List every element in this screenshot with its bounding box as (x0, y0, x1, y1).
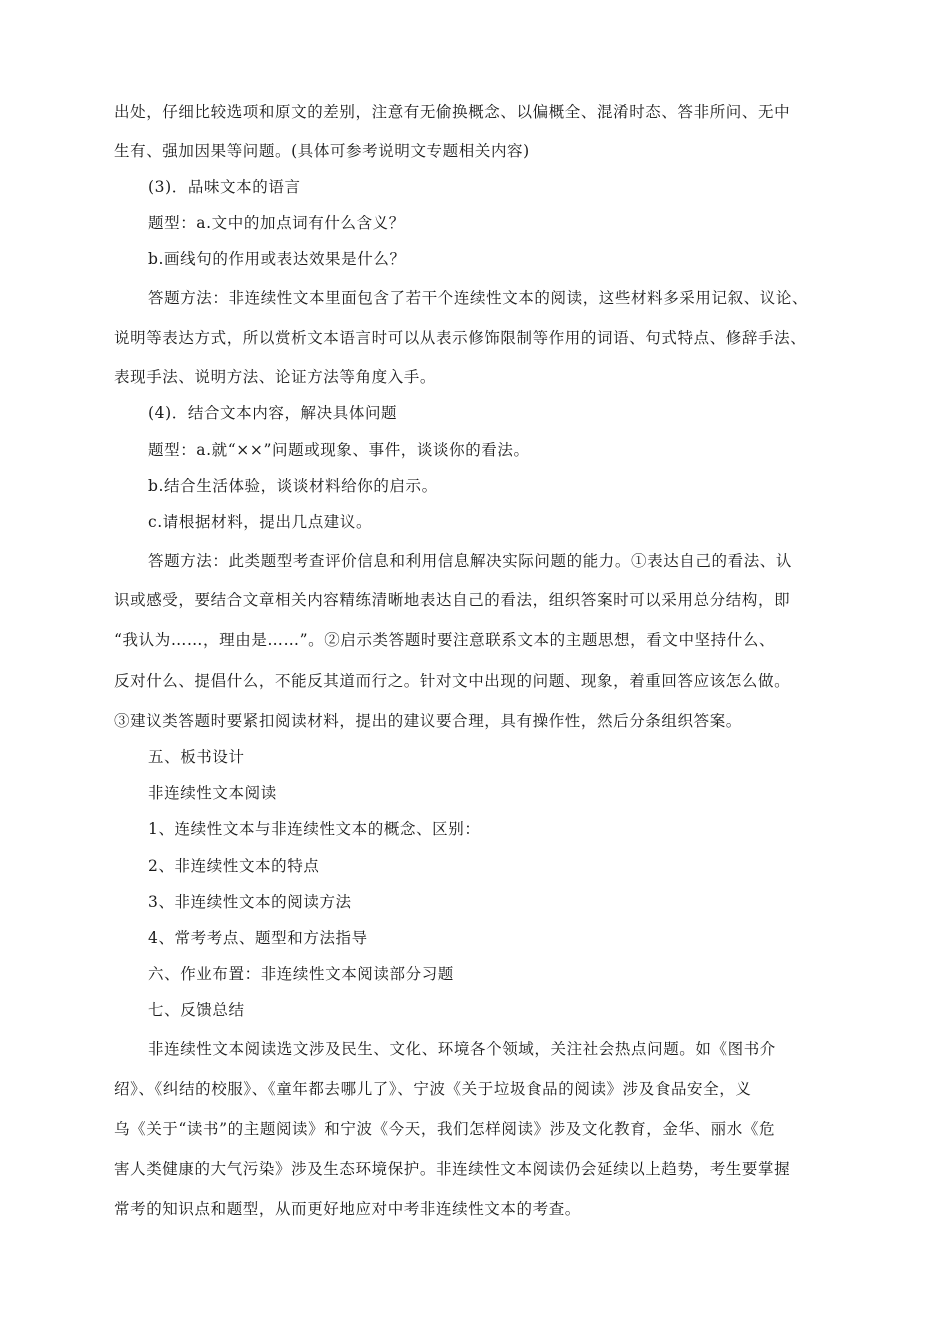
text-line: 害人类健康的大气污染》涉及生态环境保护。非连续性文本阅读仍会延续以上趋势，考生要掌握 (114, 1160, 791, 1178)
text-line: 3、非连续性文本的阅读方法 (148, 893, 352, 911)
text-line: 五、板书设计 (148, 748, 245, 766)
text-line: 答题方法：非连续性文本里面包含了若干个连续性文本的阅读，这些材料多采用记叙、议论、 (148, 289, 809, 307)
text-line: 生有、强加因果等问题。(具体可参考说明文专题相关内容) (114, 142, 530, 160)
text-line: 答题方法：此类题型考查评价信息和利用信息解决实际问题的能力。①表达自己的看法、认 (148, 552, 793, 570)
text-line: 反对什么、提倡什么，不能反其道而行之。针对文中出现的问题、现象，着重回答应该怎么做。 (114, 672, 791, 690)
text-line: 七、反馈总结 (148, 1001, 245, 1019)
text-line: b.结合生活体验，谈谈材料给你的启示。 (148, 477, 438, 495)
text-line: 六、作业布置：非连续性文本阅读部分习题 (148, 965, 454, 983)
text-line: 表现手法、说明方法、论证方法等角度入手。 (114, 368, 437, 386)
text-line: 4、常考考点、题型和方法指导 (148, 929, 368, 947)
text-line: (3)．品味文本的语言 (148, 178, 301, 196)
text-line: “我认为……，理由是……”。②启示类答题时要注意联系文本的主题思想，看文中坚持什么、 (114, 631, 776, 649)
text-line: 1、连续性文本与非连续性文本的概念、区别： (148, 820, 481, 838)
text-line: 非连续性文本阅读 (148, 784, 277, 802)
text-line: 识或感受，要结合文章相关内容精练清晰地表达自己的看法，组织答案时可以采用总分结构，即 (114, 591, 791, 609)
text-line: 题型：a.文中的加点词有什么含义？ (148, 214, 405, 232)
text-line: 出处，仔细比较选项和原文的差别，注意有无偷换概念、以偏概全、混淆时态、答非所问、无中 (114, 103, 791, 121)
text-line: 说明等表达方式，所以赏析文本语言时可以从表示修饰限制等作用的词语、句式特点、修辞手法、 (114, 329, 807, 347)
text-line: 题型：a.就“××”问题或现象、事件，谈谈你的看法。 (148, 441, 530, 459)
text-line: 2、非连续性文本的特点 (148, 857, 320, 875)
text-line: (4)．结合文本内容，解决具体问题 (148, 404, 398, 422)
text-line: 绍》、《纠结的校服》、《童年都去哪儿了》、宁波《关于垃圾食品的阅读》涉及食品安全，义 (114, 1080, 752, 1098)
text-line: 常考的知识点和题型，从而更好地应对中考非连续性文本的考查。 (114, 1200, 581, 1218)
text-line: 非连续性文本阅读选文涉及民生、文化、环境各个领域，关注社会热点问题。如《图书介 (148, 1040, 776, 1058)
text-line: ③建议类答题时要紧扣阅读材料，提出的建议要合理，具有操作性，然后分条组织答案。 (114, 712, 742, 730)
text-line: c.请根据材料，提出几点建议。 (148, 513, 373, 531)
text-line: b.画线句的作用或表达效果是什么？ (148, 250, 406, 268)
text-line: 乌《关于“读书”的主题阅读》和宁波《今天，我们怎样阅读》涉及文化教育，金华、丽水《危 (114, 1120, 776, 1138)
